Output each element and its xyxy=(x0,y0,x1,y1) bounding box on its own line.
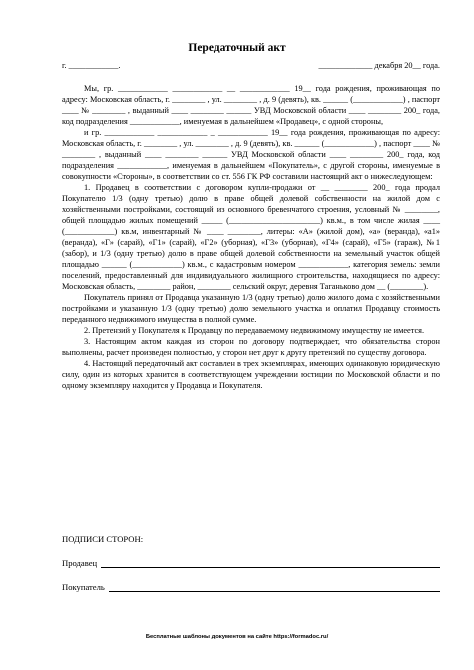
buyer-signature-label: Покупатель xyxy=(62,582,105,592)
clause-3: 3. Настоящим актом каждая из сторон по договору подтверждает, что обязательства сторон выполнены, расчет произведен полностью, у сторон нет друг к другу претензий по существу договора. xyxy=(62,337,440,357)
date-field: _____________ декабря 20__ года. xyxy=(318,61,440,70)
buyer-signature-line xyxy=(109,583,440,592)
clause-2: 2. Претензий у Покупателя к Продавцу по передаваемому недвижимому имуществу не имеется. xyxy=(84,326,425,335)
city-date-line xyxy=(62,60,440,71)
buyer-paragraph: и гр. ____________ ____________ _ ____________ 19__ года рождения, проживающая по адресу: Московская область, г. ________ , ул. ________ , д. 9 (девять), кв. ______ (____________) , паспорт ____ № ________ , выданный ____ ________ ______ УВД Московской области ____ ________ 200_ года, код подразделения ____________, именуемая в дальнейшем «Покупатель», с другой стороны, именуемые в совокупности «Стороны», в соответствии со ст. 556 ГК РФ составили настоящий акт о нижеследующем: xyxy=(62,128,440,181)
buyer-signature-row xyxy=(62,582,440,592)
clause-4: 4. Настоящий передаточный акт составлен в трех экземплярах, имеющих одинаковую юридическую силу, один из которых хранится в соответствующем учреждении юстиции по Московской области и по одному экземпляру находится у Продавца и Покупателя. xyxy=(62,359,440,390)
signatures-block xyxy=(62,534,440,606)
clause-1-acceptance: Покупатель принял от Продавца указанную 1/3 (одну третью) долю жилого дома с хозяйственными постройками и указанную 1/3 (одну третью) долю земельного участка и оплатил Продавцу стоимость переданного недвижимого имущества в полной сумме. xyxy=(62,293,440,324)
signatures-heading: ПОДПИСИ СТОРОН: xyxy=(62,534,144,544)
document-title: Передаточный акт xyxy=(188,42,286,54)
city-field: г. ____________. xyxy=(62,61,121,70)
clause-1: 1. Продавец в соответствии с договором купли-продажи от __ ________ 200_ года продал Покупателю 1/3 (одну третью) долю в праве общей долевой собственности на жилой дом с хозяйственными постройками, состоящий из основного бревенчатого строения, условный № ________, общей площадью жилых помещений _____ (______________________) кв.м., в том числе жилая ____ (____________) кв.м, инвентарный № ____ ________, литеры: «А» (жилой дом), «а» (веранда), «а1» (веранда), «Г» (сарай), «Г1» (сарай), «Г2» (уборная), «Г3» (уборная), «Г4» (сарай), «Г5» (гараж), №1 (забор), и 1/3 (одну третью) долю в праве общей долевой собственности на земельный участок общей площадью ______ (____________) кв.м., с кадастровым номером ____________, категория земель: земли поселений, предоставленный для индивидуального жилищного строительства, находящиеся по адресу: Московская область, ________ район, ________ сельский округ, деревня Таганьково дом __ (________). xyxy=(62,183,440,291)
document-body xyxy=(62,60,440,391)
seller-signature-label: Продавец xyxy=(62,558,98,568)
seller-signature-row xyxy=(62,558,440,568)
footer-note: Бесплатные шаблоны документов на сайте https://formadoc.ru/ xyxy=(145,634,329,640)
seller-paragraph: Мы, гр. ____________ ____________ __ ____________ 19__ года рождения, проживающая по адресу: Московская область, г. ________ , ул. ________ , д. 9 (девять), кв. ______ (____________) , паспорт ____ № ________ , выданный ____ ________ ______ УВД Московской области ____ ________ 200_ года, код подразделения ____________, именуемая в дальнейшем «Продавец», с одной стороны, xyxy=(62,84,440,126)
seller-signature-line xyxy=(101,559,440,568)
